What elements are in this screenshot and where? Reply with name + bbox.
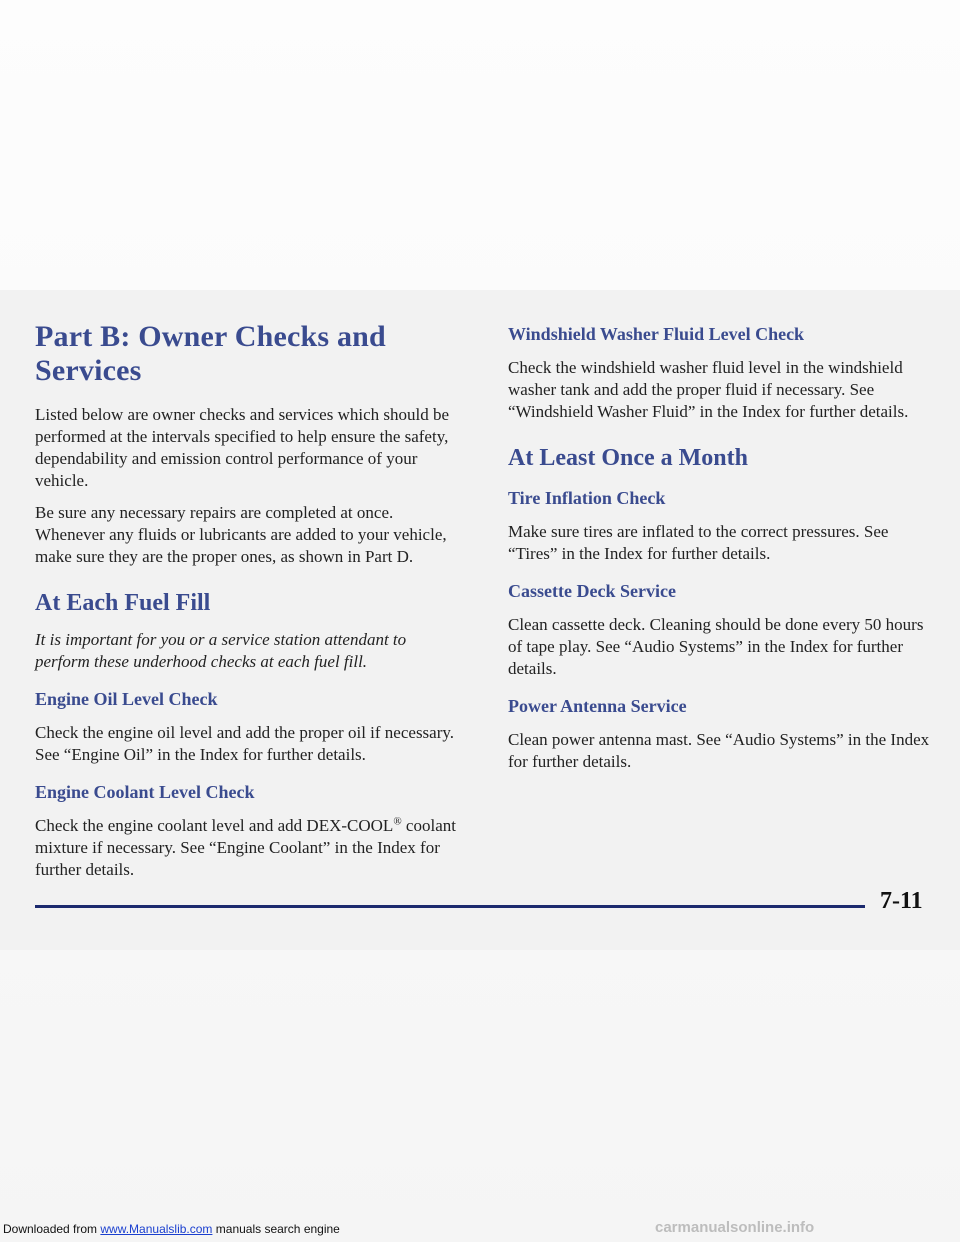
right-column <box>508 300 933 783</box>
section-heading-fuel-fill: At Each Fuel Fill <box>35 590 211 616</box>
site-watermark: carmanualsonline.info <box>655 1219 815 1236</box>
page-number: 7-11 <box>880 888 923 914</box>
heading-engine-oil: Engine Oil Level Check <box>35 689 218 709</box>
heading-engine-coolant: Engine Coolant Level Check <box>35 782 255 802</box>
watermark-suffix: manuals search engine <box>212 1222 340 1236</box>
text-tire-inflation: Make sure tires are inflated to the correct pressures. See “Tires” in the Index for further details. <box>508 522 889 563</box>
download-watermark <box>3 1222 340 1236</box>
text-engine-oil: Check the engine oil level and add the proper oil if necessary. See “Engine Oil” in the Index for further details. <box>35 723 455 764</box>
watermark-prefix: Downloaded from <box>3 1222 101 1236</box>
section-heading-monthly: At Least Once a Month <box>508 445 748 471</box>
manualslib-link[interactable]: www.Manualslib.com <box>100 1222 213 1236</box>
coolant-text-part-2: coolant mixture if necessary. See “Engine Coolant” in the Index for further details. <box>35 816 456 879</box>
heading-washer-fluid: Windshield Washer Fluid Level Check <box>508 324 805 344</box>
text-power-antenna: Clean power antenna mast. See “Audio Systems” in the Index for further details. <box>508 730 930 771</box>
heading-tire-inflation: Tire Inflation Check <box>508 488 666 508</box>
section-intro-fuel-fill: It is important for you or a service station attendant to perform these underhood checks at each fuel fill. <box>35 630 407 671</box>
coolant-text-part-1: Check the engine coolant level and add DEX-COOL <box>35 816 394 835</box>
footer-rule <box>35 905 865 908</box>
registered-mark: ® <box>393 815 402 828</box>
text-engine-coolant <box>35 815 465 881</box>
page-title: Part B: Owner Checks and Services <box>35 320 386 387</box>
text-cassette-deck: Clean cassette deck. Cleaning should be done every 50 hours of tape play. See “Audio Systems” in the Index for further details. <box>508 615 924 678</box>
heading-cassette-deck: Cassette Deck Service <box>508 581 676 601</box>
intro-paragraph-1: Listed below are owner checks and services which should be performed at the intervals specified to help ensure the safety, dependability and emission control performance of your vehicle. <box>35 405 450 490</box>
left-column <box>35 300 465 891</box>
text-washer-fluid: Check the windshield washer fluid level in the windshield washer tank and add the proper fluid if necessary. See “Windshield Washer Fluid” in the Index for further details. <box>508 358 909 421</box>
heading-power-antenna: Power Antenna Service <box>508 696 687 716</box>
intro-paragraph-2: Be sure any necessary repairs are completed at once. Whenever any fluids or lubricants are added to your vehicle, make sure they are the proper ones, as shown in Part D. <box>35 503 447 566</box>
